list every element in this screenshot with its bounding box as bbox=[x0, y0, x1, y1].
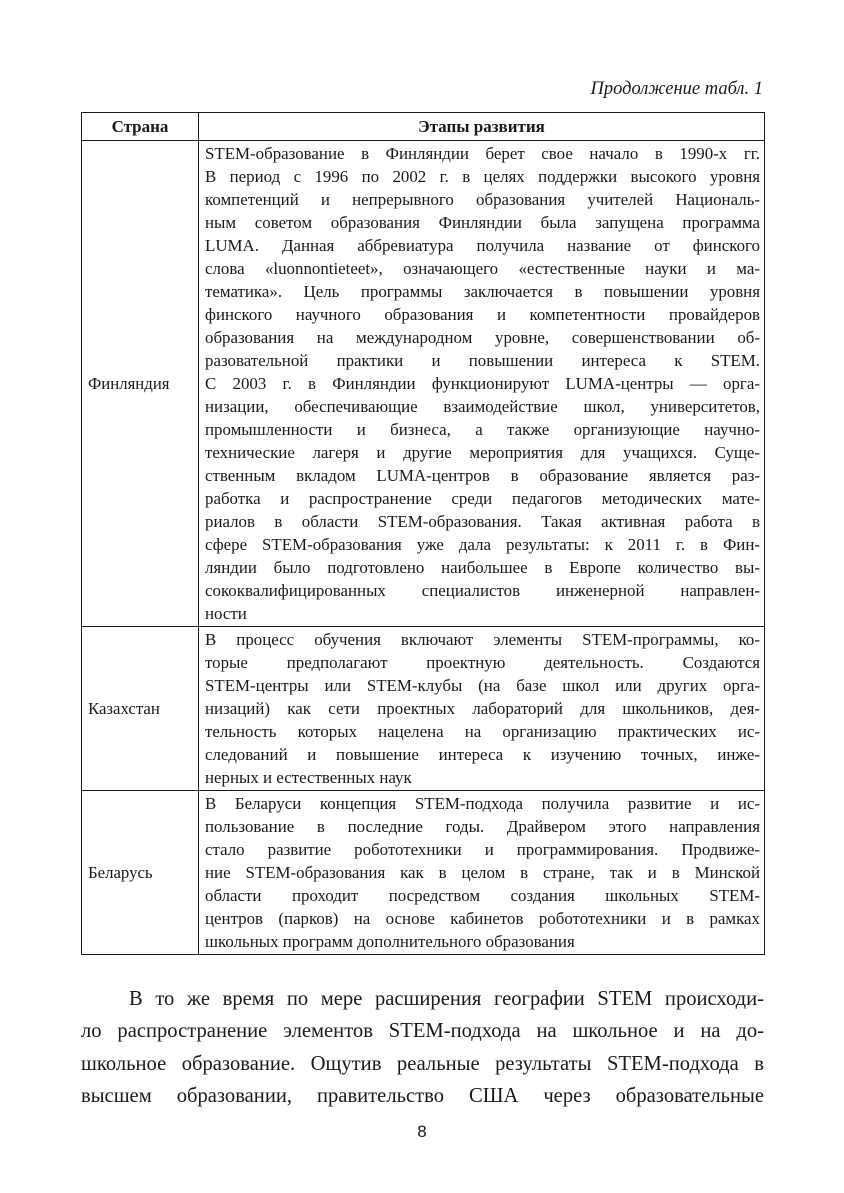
text-line: технические лагеря и другие мероприятия для учащихся. Суще- bbox=[205, 443, 760, 462]
text-line: нерных и естественных наук bbox=[205, 768, 412, 787]
text-line: низаций) как сети проектных лабораторий для школьников, дея- bbox=[205, 699, 760, 718]
text-line: промышленности и бизнеса, а также организующие научно- bbox=[205, 420, 760, 439]
text-line: С 2003 г. в Финляндии функционируют LUMA-центры — орга- bbox=[205, 374, 760, 393]
text-line: ности bbox=[205, 604, 247, 623]
paragraph-line: высшем образовании, правительство США через образовательные bbox=[81, 1084, 764, 1107]
text-line: компетенций и непрерывного образования учителей Националь- bbox=[205, 190, 760, 209]
text-line: работка и распространение среди педагогов методических мате- bbox=[205, 489, 760, 508]
text-line: стало развитие робототехники и программирования. Продвиже- bbox=[205, 840, 760, 859]
text-line: следований и повышение интереса к изучению точных, инже- bbox=[205, 745, 760, 764]
text-line: образования на международном уровне, совершенствовании об- bbox=[205, 328, 760, 347]
table-row bbox=[82, 141, 765, 627]
table-row bbox=[82, 627, 765, 791]
country-cell: Казахстан bbox=[82, 627, 199, 791]
text-line: ние STEM-образования как в целом в стране, так и в Минской bbox=[205, 863, 760, 882]
text-line: STEM-центры или STEM-клубы (на базе школ или других орга- bbox=[205, 676, 760, 695]
text-line: ляндии было подготовлено наибольшее в Европе количество вы- bbox=[205, 558, 760, 577]
text-line: В процесс обучения включают элементы STEM-программы, ко- bbox=[205, 630, 760, 649]
text-line: В период с 1996 по 2002 г. в целях поддержки высокого уровня bbox=[205, 167, 760, 186]
page-number: 8 bbox=[417, 1122, 427, 1141]
text-line: В Беларуси концепция STEM-подхода получила развитие и ис- bbox=[205, 794, 760, 813]
stages-cell bbox=[199, 627, 765, 791]
text-line: слова «luonnontieteet», означающего «естественные науки и ма- bbox=[205, 259, 760, 278]
text-line: сококвалифицированных специалистов инженерной направлен- bbox=[205, 581, 760, 600]
paragraph-line: ло распространение элементов STEM-подхода на школьное и на до- bbox=[81, 1020, 764, 1043]
table-header-row bbox=[82, 113, 765, 141]
text-line: низации, обеспечивающие взаимодействие школ, университетов, bbox=[205, 397, 760, 416]
stages-cell bbox=[199, 791, 765, 955]
table-row bbox=[82, 791, 765, 955]
text-line: школьных программ дополнительного образования bbox=[205, 932, 575, 951]
text-line: ственным вкладом LUMA-центров в образование является раз- bbox=[205, 466, 760, 485]
text-line: тематика». Цель программы заключается в повышении уровня bbox=[205, 282, 760, 301]
country-cell: Финляндия bbox=[82, 141, 199, 627]
text-line: торые предполагают проектную деятельность. Создаются bbox=[205, 653, 760, 672]
table-caption: Продолжение табл. 1 bbox=[590, 79, 763, 99]
text-line: финского научного образования и компетентности провайдеров bbox=[205, 305, 760, 324]
text-line: области проходит посредством создания школьных STEM- bbox=[205, 886, 760, 905]
text-line: пользование в последние годы. Драйвером этого направления bbox=[205, 817, 760, 836]
text-line: LUMA. Данная аббревиатура получила название от финского bbox=[205, 236, 760, 255]
country-cell: Беларусь bbox=[82, 791, 199, 955]
text-line: разовательной практики и повышении интереса к STEM. bbox=[205, 351, 760, 370]
stages-cell bbox=[199, 141, 765, 627]
text-line: сфере STEM-образования уже дала результаты: к 2011 г. в Фин- bbox=[205, 535, 760, 554]
text-line: тельность которых нацелена на организацию практических ис- bbox=[205, 722, 760, 741]
paragraph-line: В то же время по мере расширения географии STEM происходи- bbox=[129, 988, 764, 1010]
text-line: ным советом образования Финляндии была запущена программа bbox=[205, 213, 760, 232]
text-line: центров (парков) на основе кабинетов робототехники и в рамках bbox=[205, 909, 760, 928]
paragraph-line: школьное образование. Ощутив реальные результаты STEM-подхода в bbox=[81, 1052, 764, 1075]
header-country: Страна bbox=[82, 113, 199, 141]
header-stages: Этапы развития bbox=[199, 113, 765, 141]
body-paragraph bbox=[81, 983, 764, 1112]
text-line: риалов в области STEM-образования. Такая активная работа в bbox=[205, 512, 760, 531]
stem-development-table bbox=[81, 112, 765, 955]
text-line: STEM-образование в Финляндии берет свое начало в 1990-х гг. bbox=[205, 144, 760, 163]
